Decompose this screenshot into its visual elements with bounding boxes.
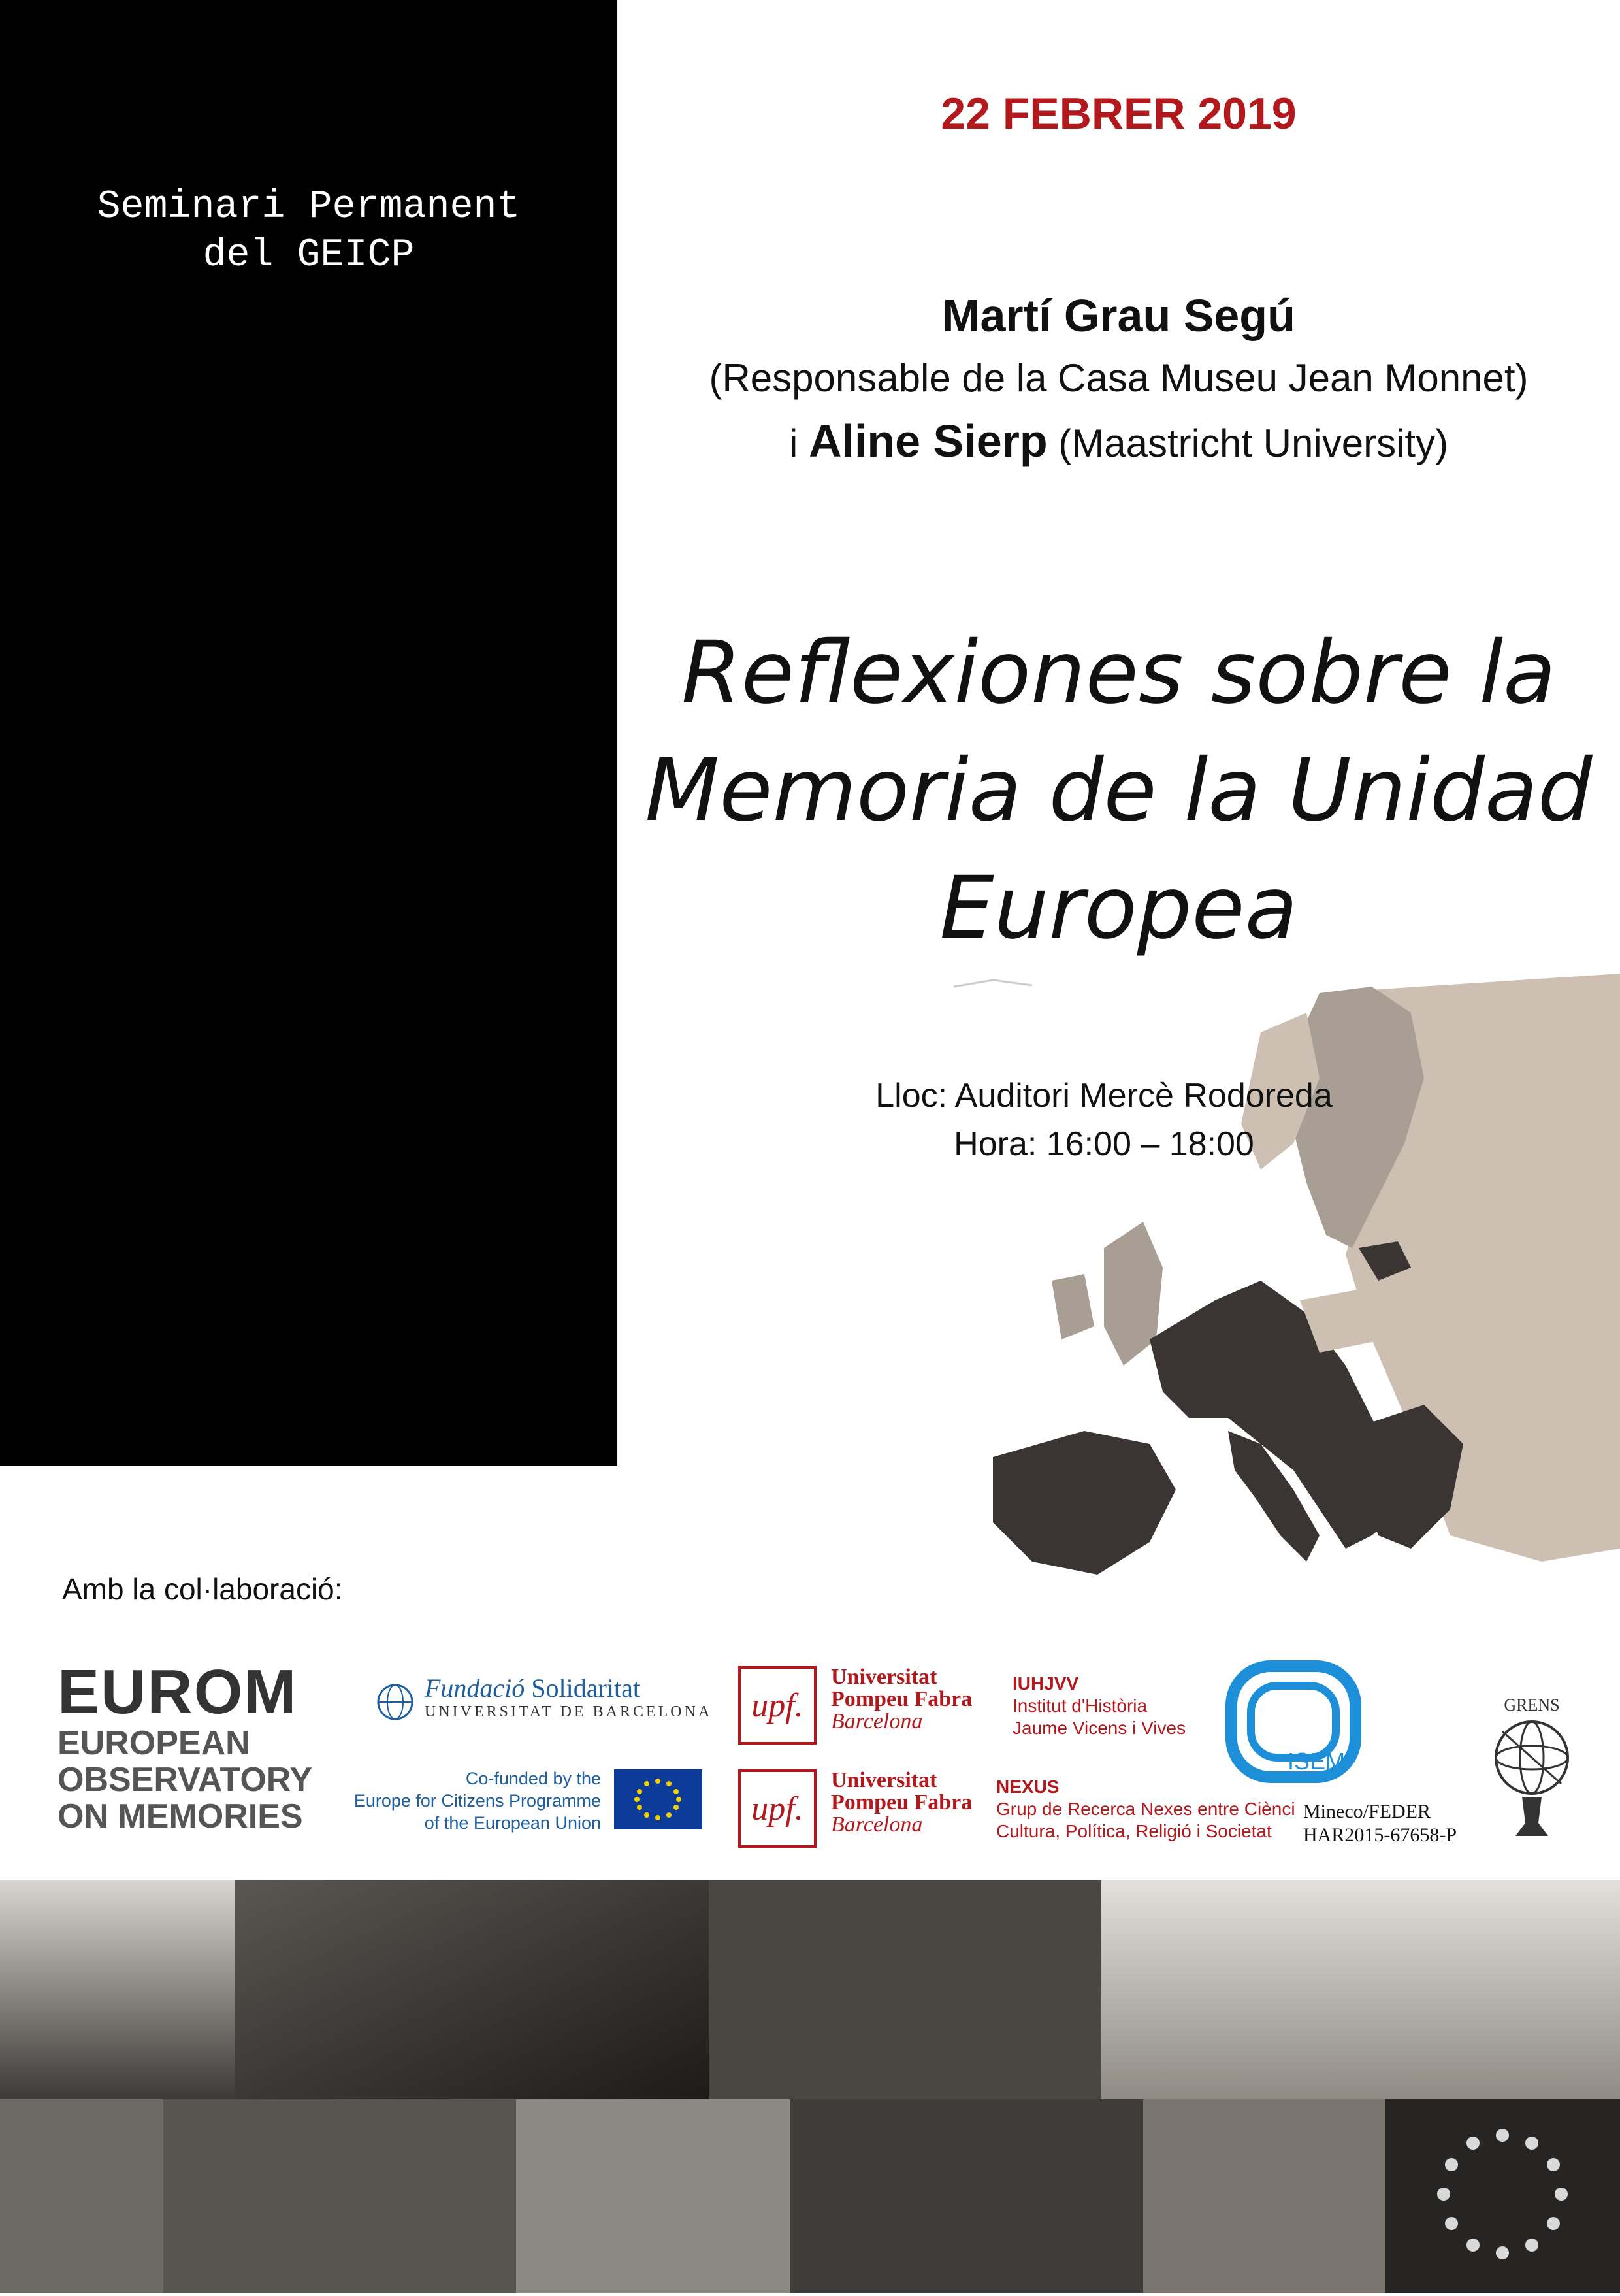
cofunded-text	[340, 1767, 601, 1834]
upf-line-1: Universitat	[831, 1665, 937, 1689]
iuhjvv-line-2: Jaume Vicens i Vives	[1012, 1718, 1186, 1738]
upf-text-2	[831, 1769, 972, 1836]
upf2-line-2: Pompeu Fabra	[831, 1790, 973, 1814]
nexus-name: NEXUS	[996, 1777, 1060, 1797]
fundacio-italic: Fundació	[425, 1673, 525, 1703]
cofunded-line-2: Europe for Citizens Programme	[353, 1791, 601, 1811]
seminar-name	[0, 183, 617, 280]
title-line-3: Europea	[939, 858, 1298, 959]
photo-landscape	[1101, 1880, 1620, 2099]
grens-armillary-logo	[1483, 1692, 1581, 1843]
eurom-line-2: OBSERVATORY	[57, 1761, 313, 1799]
eurom-line-1: EUROPEAN	[57, 1724, 250, 1762]
nexus-line-1: Grup de Recerca Nexes entre Ciènci	[996, 1799, 1295, 1819]
cofunded-line-1: Co-funded by the	[465, 1769, 601, 1788]
title-line-1: Reflexiones sobre la	[681, 623, 1556, 723]
iuhjvv-logo	[1012, 1673, 1186, 1739]
collaboration-label: Amb la col·laboració:	[62, 1572, 343, 1606]
iuhjvv-line-1: Institut d'Història	[1012, 1696, 1148, 1716]
speakers-block	[617, 284, 1620, 475]
speaker-2-name: Aline Sierp	[808, 416, 1048, 467]
upf-line-2: Pompeu Fabra	[831, 1687, 973, 1711]
seminar-line-2: del GEICP	[202, 233, 415, 278]
nexus-line-2: Cultura, Política, Religió i Societat	[996, 1821, 1272, 1841]
speaker-2-line	[617, 410, 1620, 475]
fundacio-title	[425, 1673, 712, 1703]
photo-street	[0, 1880, 235, 2099]
photo-worker	[790, 2099, 1143, 2293]
photo-eu-stars	[1385, 2099, 1620, 2293]
eu-flag-icon	[614, 1769, 702, 1829]
upf-line-3: Barcelona	[831, 1709, 923, 1733]
mineco-line-2: HAR2015-67658-P	[1303, 1824, 1457, 1846]
mineco-line-1: Mineco/FEDER	[1303, 1801, 1431, 1822]
upf-mark-1: upf.	[738, 1666, 817, 1745]
photo-crowd	[235, 1880, 709, 2099]
fundacio-rest: Solidaritat	[531, 1673, 640, 1703]
venue-time: Hora: 16:00 – 18:00	[954, 1125, 1254, 1163]
venue-place: Lloc: Auditori Mercè Rodoreda	[875, 1077, 1333, 1115]
fundacio-globe-icon	[376, 1673, 415, 1731]
mineco-reference	[1303, 1800, 1457, 1847]
photo-market	[163, 2099, 516, 2293]
speaker-1-affiliation: (Responsable de la Casa Museu Jean Monnet)	[709, 356, 1529, 400]
title-line-2: Memoria de la Unidad	[645, 740, 1593, 841]
photo-collage	[0, 1880, 1620, 2293]
upf2-line-3: Barcelona	[831, 1812, 923, 1837]
photo-portrait-columbus	[1143, 2099, 1385, 2293]
event-date: 22 FEBRER 2019	[941, 89, 1297, 139]
speaker-2-affiliation: (Maastricht University)	[1058, 421, 1449, 465]
fundacio-solidaritat-logo	[425, 1673, 712, 1721]
venue-block	[817, 1072, 1391, 1168]
upf-logo-1	[738, 1666, 972, 1745]
isem-logo	[1225, 1660, 1369, 1790]
speaker-1-name: Martí Grau Segú	[942, 290, 1295, 341]
seminar-line-1: Seminari Permanent	[97, 185, 521, 229]
eurom-logo	[57, 1657, 313, 1835]
photo-refugees	[516, 2099, 790, 2293]
upf2-line-1: Universitat	[831, 1768, 937, 1792]
talk-title	[617, 614, 1620, 967]
cofunded-line-3: of the European Union	[424, 1813, 601, 1833]
fundacio-subtitle: UNIVERSITAT DE BARCELONA	[425, 1703, 713, 1720]
photo-portrait-noble	[0, 2099, 163, 2293]
speaker-connector: i	[788, 421, 798, 465]
upf-text-1	[831, 1666, 972, 1733]
eurom-wordmark: EUROM	[57, 1657, 298, 1727]
iuhjvv-name: IUHJVV	[1012, 1673, 1079, 1694]
grens-label: GRENS	[1504, 1696, 1560, 1714]
upf-logo-2	[738, 1769, 972, 1848]
eurom-line-3: ON MEMORIES	[57, 1797, 303, 1835]
collage-images	[0, 1880, 1620, 2293]
upf-mark-2: upf.	[738, 1769, 817, 1848]
photo-children	[709, 1880, 1101, 2099]
isem-label: ISEM	[1287, 1748, 1346, 1775]
